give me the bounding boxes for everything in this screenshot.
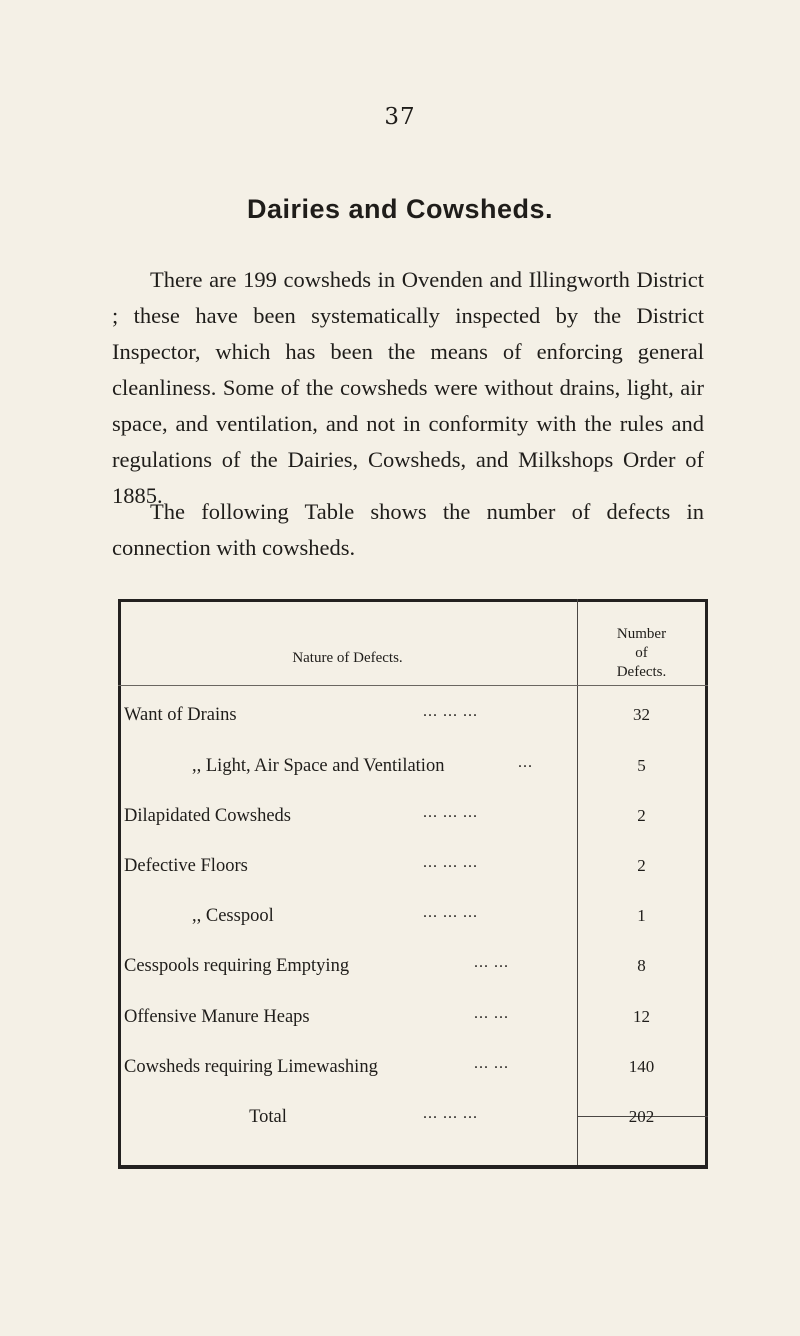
leader-dots: ... ... (474, 1055, 509, 1072)
leader-dots: ... ... ... (423, 1105, 478, 1122)
paragraph-table-intro: The following Table shows the number of defects in connection with cowsheds. (112, 499, 704, 560)
defect-count: 32 (633, 705, 650, 724)
leader-dots: ... ... (474, 1005, 509, 1022)
page-number: 37 (384, 104, 416, 130)
leader-dots: ... ... ... (423, 703, 478, 720)
paragraph-intro: There are 199 cowsheds in Ovenden and Illingworth District ; these have been systematically inspected by the District Inspector, which has been the means of enforcing general cleanliness. Some of the cowsheds were without drains, light, air space, and ventilation, and not in conformity with the rules and regulations of the Dairies, Cowsheds, and Milkshops Order of 1885. (112, 267, 704, 508)
defect-label: ,, Light, Air Space and Ventilation (192, 756, 445, 776)
table-top-rule (118, 599, 708, 602)
column-header-number-line: of (635, 645, 648, 661)
leader-dots: ... ... (474, 954, 509, 971)
leader-dots: ... (518, 754, 533, 771)
table-row (118, 898, 708, 934)
table-bottom-rule (118, 1165, 708, 1169)
defect-label: Dilapidated Cowsheds (124, 806, 291, 826)
defect-count: 2 (637, 806, 646, 825)
leader-dots: ... ... ... (423, 904, 478, 921)
table-row (118, 798, 708, 834)
defect-count: 1 (637, 906, 646, 925)
defect-label: Cowsheds requiring Limewashing (124, 1057, 378, 1077)
table-row-total (118, 1099, 708, 1135)
defect-label: Cesspools requiring Emptying (124, 956, 350, 976)
defects-table (118, 599, 708, 1170)
table-row (118, 848, 708, 884)
leader-dots: ... ... ... (423, 804, 478, 821)
defect-count: 8 (637, 956, 646, 975)
defect-count: 140 (628, 1057, 655, 1076)
defect-label: Offensive Manure Heaps (124, 1007, 310, 1027)
column-header-number-line: Defects. (616, 664, 667, 680)
leader-dots: ... ... ... (423, 854, 478, 871)
column-header-number (578, 625, 705, 682)
defect-count: 12 (633, 1007, 650, 1026)
defect-count: 5 (637, 756, 646, 775)
table-row (118, 999, 708, 1035)
total-count: 202 (628, 1107, 655, 1126)
column-header-nature: Nature of Defects. (292, 650, 403, 666)
defect-label: ,, Cesspool (192, 906, 274, 926)
defect-label: Want of Drains (124, 705, 237, 725)
table-row (118, 948, 708, 984)
table-row (118, 1049, 708, 1085)
defect-label: Defective Floors (124, 856, 248, 876)
total-label: Total (249, 1107, 287, 1127)
column-header-number-line: Number (616, 626, 667, 642)
defect-count: 2 (637, 856, 646, 875)
table-row (118, 748, 708, 784)
table-row (118, 697, 708, 733)
table-header-rule (118, 685, 708, 686)
section-heading: Dairies and Cowsheds. (246, 194, 554, 224)
